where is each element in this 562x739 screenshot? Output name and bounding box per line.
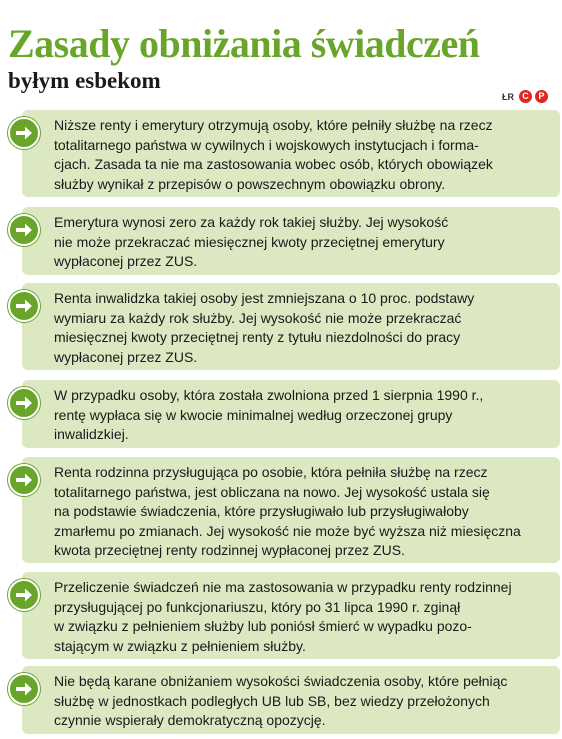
text-line: stającym w związku z pełnieniem służby. [54,637,306,654]
text-line: inwalidzkiej. [54,426,129,442]
arrow-right-icon [8,464,40,496]
list-item [8,283,560,370]
text-line: Renta inwalidzka takiej osoby jest zmniejszana o 10 proc. podstawy [54,290,475,306]
text-line: w związku z pełnieniem służby lub poniósł śmierć w wypadku pozo- [54,618,472,634]
list-item [8,207,560,275]
item-text [54,213,542,272]
text-line: służbę w jednostkach podległych UB lub SB, bez wiedzy przełożonych [54,692,490,709]
item-text [54,289,542,367]
text-line: cjach. Zasada ta nie ma zastosowania wobec osób, których obowiązek [54,156,493,172]
list-item [8,457,560,563]
list-item [8,572,560,659]
page-title: Zasady obniżania świadczeń [8,21,480,66]
list-item [8,110,560,197]
text-line: Przeliczenie świadczeń nie ma zastosowania w przypadku renty rodzinnej [54,579,512,595]
text-line: Niższe renty i emerytury otrzymują osoby, które pełniły służbę na rzecz [54,117,493,133]
text-line: na podstawie świadczenia, które przysługiwało lub przysługiwałoby [54,503,469,519]
text-line: rentę wypłaca się w kwocie minimalnej według orzeczonej grupy [54,406,453,423]
item-text [54,672,542,731]
text-line: totalitarnego państwa, jest obliczana na nowo. Jej wysokość ustala się [54,483,490,500]
text-line: Renta rodzinna przysługująca po osobie, która pełniła służbę na rzecz [54,464,488,480]
item-text [54,386,542,445]
text-line: kwota przeciętnej renty rodzinnej wypłaconej przez ZUS. [54,542,405,558]
text-line: zmarłemu po zmianach. Jej wysokość nie może być wyższa niż miesięczna [54,522,521,539]
item-text [54,116,542,194]
text-line: totalitarnego państwa w cywilnych i wojskowych instytucjach i forma- [54,136,479,153]
text-line: W przypadku osoby, która została zwolniona przed 1 sierpnia 1990 r., [54,387,484,403]
text-line: wypłaconej przez ZUS. [54,348,198,365]
list-item [8,666,560,734]
text-line: nie może przekraczać miesięcznej kwoty przeciętnej emerytury [54,233,445,250]
list-item [8,380,560,448]
header [8,22,554,94]
item-text [54,578,542,656]
item-text [54,463,542,561]
arrow-right-icon [8,579,40,611]
logo-p-icon: P [535,90,548,103]
text-line: Nie będą karane obniżaniem wysokości świadczenia osoby, które pełniąc [54,673,508,689]
logo-c-icon: C [519,90,532,103]
arrow-right-icon [8,673,40,705]
text-line: Emerytura wynosi zero za każdy rok takiej służby. Jej wysokość [54,214,449,230]
arrow-right-icon [8,387,40,419]
credit [502,90,548,103]
page-subtitle: byłym esbekom [8,68,161,93]
text-line: miesięcznej kwoty przeciętnej renty z tytułu niezdolności do pracy [54,329,461,345]
text-line: czynnie wspierały demokratyczną opozycję. [54,712,326,728]
arrow-right-icon [8,214,40,246]
text-line: przysługującej po funkcjonariuszu, który po 31 lipca 1990 r. zginął [54,598,461,615]
text-line: wypłaconej przez ZUS. [54,253,198,269]
author-initials: ŁR [502,91,514,102]
arrow-right-icon [8,290,40,322]
arrow-right-icon [8,117,40,149]
text-line: wymiaru za każdy rok służby. Jej wysokość nie może przekraczać [54,309,462,326]
text-line: służby wynikał z przepisów o powszechnym obowiązku obrony. [54,175,446,192]
